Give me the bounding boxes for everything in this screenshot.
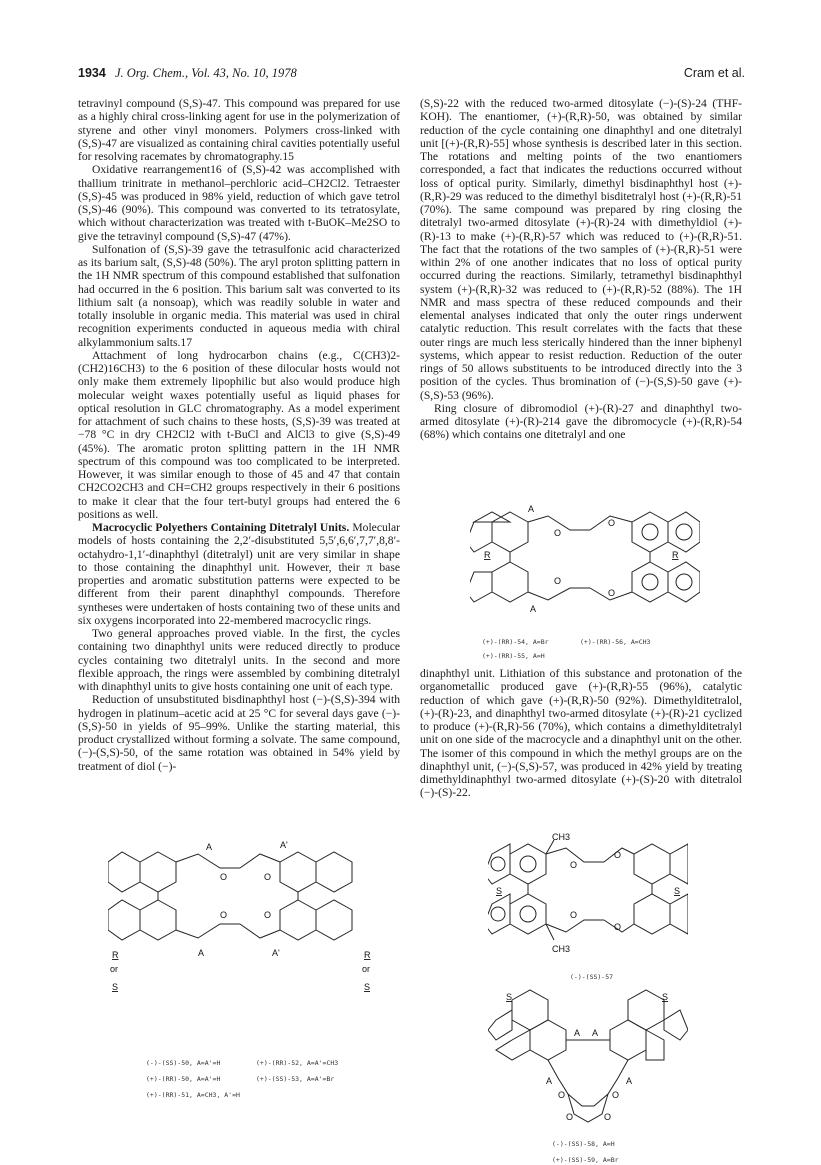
atom-oxygen: O xyxy=(570,910,578,920)
stereo-label-s: S xyxy=(496,886,503,896)
atom-oxygen: O xyxy=(566,1112,574,1122)
atom-oxygen: O xyxy=(614,850,622,860)
structure-drawing xyxy=(488,832,688,972)
compound-caption: (+)-(RR)-51, A=CH3, A'=H xyxy=(146,1091,240,1099)
paragraph: (S,S)-22 with the reduced two-armed ditosylate (−)-(S)-24 (THF-KOH). The enantiomer, (+)-(R,R)-50, was obtained by similar reduction of the cycle containing one dinaphthyl and one ditetralyl unit [(+)-(R,R)-55] whose synthesis is described later in this section. The rotations and melting points of the two enantiomers corresponded, a fact that indicates the reductions occurred without loss of optical purity. Similarly, dimethyl bisdinaphthyl host (+)-(R,R)-29 was reduced to the dimethyl bisditetralyl host (+)-(R,R)-51 (70%). The same compound was prepared by ring closing the ditetralyl two-armed ditosylate (+)-(R)-24 with dimethyldiol (+)-(R)-13 to make (+)-(R,R)-57 which was reduced to (+)-(R,R)-51. The fact that the rotations of the two samples of (+)-(R,R)-51 were within 2% of one another indicates that no loss of optical purity occurred during the reactions. Similarly, tetramethyl bisdinaphthyl system (+)-(R,R)-32 was reduced to (+)-(R,R)-52 (88%). The 1H NMR and mass spectra of these reduced compounds and their elemental analyses indicated that only the outer rings underwent catalytic reduction. This result correlates with the facts that these outer rings are much less sterically hindered than the inner biphenyl systems, which appear to resist reduction. Reduction of the outer rings of 50 allows substituents to be introduced directly into the 3 position of the cycles. Thus bromination of (−)-(S,S)-50 gave (+)-(S,S)-53 (96%). xyxy=(420,97,742,402)
paragraph: Ring closure of dibromodiol (+)-(R)-27 and dinaphthyl two-armed ditosylate (+)-(R)-214 gave the dibromocycle (+)-(R,R)-54 (68%) which contains one ditetralyl and one xyxy=(420,401,742,442)
atom-oxygen: O xyxy=(554,576,562,586)
atom-oxygen: O xyxy=(558,1090,566,1100)
stereo-label-s: S xyxy=(674,886,681,896)
stereo-label-r: R xyxy=(672,550,679,560)
section-paragraph xyxy=(78,521,400,627)
right-column xyxy=(420,97,742,442)
chemical-structure-58-59 xyxy=(488,988,688,1164)
atom-oxygen: O xyxy=(264,910,272,920)
paragraph: Sulfonation of (S,S)-39 gave the tetrasulfonic acid characterized as its barium salt, (S,S)-48 (50%). The aryl proton splitting pattern in the 1H NMR spectrum of this compound established that sulfonation had occurred in the 6 position. This barium salt was converted to its lithium salt (a nonsoap), which was readily soluble in water and totally insoluble in organic media. This material was used in chiral recognition experiments conducted in aqueous media with chiral alkylammonium salts.17 xyxy=(78,242,400,349)
paragraph: Two general approaches proved viable. In the first, the cycles containing two dinaphthyl units were reduced directly to produce cycles containing two ditetralyl units. In the second and more flexible approach, the rings were assembled by combining ditetralyl with dinaphthyl units to give hosts containing one unit of each type. xyxy=(78,627,400,693)
atom-oxygen: O xyxy=(570,860,578,870)
stereo-labels-right xyxy=(362,938,378,1018)
stereo-label-s: S xyxy=(506,992,513,1002)
compound-caption: (+)-(RR)-52, A=A'=CH3 xyxy=(256,1059,339,1067)
author-running-head: Cram et al. xyxy=(683,66,745,80)
compound-caption: (+)-(RR)-50, A=A'=H xyxy=(146,1075,221,1083)
atom-a-prime: A' xyxy=(280,840,288,850)
compound-caption: (+)-(RR)-54, A=Br xyxy=(482,638,549,646)
stereo-labels-left xyxy=(110,938,124,1018)
atom-a-bottom: A xyxy=(530,604,537,614)
journal-citation: J. Org. Chem., Vol. 43, No. 10, 1978 xyxy=(114,66,297,80)
atom-oxygen: O xyxy=(554,528,562,538)
compound-caption: (+)-(SS)-59, A=Br xyxy=(552,1156,619,1164)
atom-a: A xyxy=(546,1076,553,1086)
atom-a: A xyxy=(626,1076,633,1086)
or-label: or xyxy=(362,964,371,974)
right-column-continued xyxy=(420,667,742,800)
structure-drawing xyxy=(470,500,700,635)
stereo-label-r: R xyxy=(112,950,119,960)
atom-a: A xyxy=(206,842,213,852)
stereo-label-s: S xyxy=(112,982,119,992)
chemical-structure-50-53 xyxy=(108,838,388,958)
chemical-structure-57 xyxy=(488,832,688,981)
left-column xyxy=(78,97,400,773)
chemical-structure-54-56 xyxy=(470,500,700,660)
compound-caption: (+)-(RR)-56, A=CH3 xyxy=(580,638,651,646)
structure-drawing xyxy=(488,988,688,1138)
atom-oxygen: O xyxy=(608,518,616,528)
page-header xyxy=(78,66,745,84)
atom-oxygen: O xyxy=(604,1112,612,1122)
stereo-label-r: R xyxy=(364,950,371,960)
atom-oxygen: O xyxy=(220,872,228,882)
paragraph: Reduction of unsubstituted bisdinaphthyl host (−)-(S,S)-394 with hydrogen in platinum–acetic acid at 25 °C for several days gave (−)-(S,S)-50 in yields of 95–99%. Unlike the starting material, this product crystallized without forming a solvate. The same compound, (−)-(S,S)-50, of the same rotation was obtained in 54% yield by treatment of diol (−)- xyxy=(78,693,400,773)
structure-drawing xyxy=(108,838,388,958)
atom-oxygen: O xyxy=(220,910,228,920)
compound-caption: (-)-(SS)-58, A=H xyxy=(552,1140,615,1148)
or-label: or xyxy=(110,964,119,974)
atom-a: A xyxy=(574,1028,581,1038)
atom-oxygen: O xyxy=(264,872,272,882)
section-heading: Macrocyclic Polyethers Containing Ditetralyl Units. xyxy=(92,521,350,534)
paragraph: tetravinyl compound (S,S)-47. This compound was prepared for use as a highly chiral cross-linking agent for use in the polymerization of styrene and other vinyl monomers. Polymers cross-linked with (S,S)-47 are visualized as containing chiral cavities potentially useful for resolving racemates by chromatography.15 xyxy=(78,97,400,163)
compound-caption: (+)-(SS)-53, A=A'=Br xyxy=(256,1075,335,1083)
atom-ch3-top: CH3 xyxy=(552,832,571,842)
paragraph-text: Molecular models of hosts containing the 2,2′-disubstituted 5,5′,6,6′,7,7′,8,8′-octahydro-1,1′-dinaphthyl (ditetralyl) unit are very similar in shape to those containing the dinaphthyl unit. However, their π base properties and aromatic substitution patterns were expected to be different from their parent dinaphthyl compounds. Therefore syntheses were undertaken of hosts containing two of these units and six oxygens incorporated into 22-membered macrocyclic rings. xyxy=(78,521,400,627)
atom-a: A xyxy=(592,1028,599,1038)
atom-a: A xyxy=(198,948,205,958)
atom-ch3-bottom: CH3 xyxy=(552,944,571,954)
stereo-label-s: S xyxy=(662,992,669,1002)
atom-oxygen: O xyxy=(612,1090,620,1100)
page-number: 1934 xyxy=(78,66,106,80)
paragraph: Attachment of long hydrocarbon chains (e.g., C(CH3)2-(CH2)16CH3) to the 6 position of these dilocular hosts would not only make them extremely lipophilic but also would produce high molecular weight waxes potentially useful as liquid phases for optical resolution in GLC chromatography. As a model experiment for attachment of such chains to these hosts, (S,S)-39 was treated at −78 °C in dry CH2Cl2 with t-BuCl and AlCl3 to give (S,S)-49 (45%). The aromatic proton splitting pattern in the 1H NMR spectrum of this compound was too complicated to be interpreted. However, it was similar enough to those of 45 and 47 that contain CH2CO2CH3 and CH=CH2 groups respectively in their 6 positions to make it clear that the four tert-butyl groups had entered the 6 positions as well. xyxy=(78,348,400,521)
compound-caption: (-)-(SS)-50, A=A'=H xyxy=(146,1059,221,1067)
atom-oxygen: O xyxy=(608,588,616,598)
header-left xyxy=(78,66,297,81)
compound-caption: (-)-(SS)-57 xyxy=(570,973,614,981)
stereo-label-s: S xyxy=(364,982,371,992)
paragraph: dinaphthyl unit. Lithiation of this substance and protonation of the organometallic produced gave (+)-(R,R)-55 (96%), catalytic reduction of which gave (+)-(R,R)-50 (92%). Dimethylditetralol, (+)-(R)-23, and dinaphthyl two-armed ditosylate (+)-(R)-21 cyclized to produce (+)-(R,R)-56 (70%), which contains a dimethylditetralyl unit on one side of the macrocycle and a dinaphthyl unit on the other. The isomer of this compound in which the methyl groups are on the dinaphthyl unit, (−)-(S,S)-57, was produced in 42% yield by treating dimethyldinaphthyl two-armed ditosylate (+)-(S)-20 with ditetralol (−)-(S)-22. xyxy=(420,667,742,800)
compound-caption: (+)-(RR)-55, A=H xyxy=(482,652,545,660)
atom-a-prime: A' xyxy=(272,948,280,958)
paragraph: Oxidative rearrangement16 of (S,S)-42 was accomplished with thallium trinitrate in methanol–perchloric acid–CH2Cl2. Tetraester (S,S)-45 was produced in 98% yield, reduction of which gave tetrol (S,S)-46 (90%). This compound was converted to its tetratosylate, which without characterization was treated with t-BuOK–Me2SO to give the tetravinyl compound (S,S)-47 (47%). xyxy=(78,163,400,243)
atom-a-top: A xyxy=(528,504,535,514)
atom-oxygen: O xyxy=(614,922,622,932)
stereo-label-r: R xyxy=(484,550,491,560)
